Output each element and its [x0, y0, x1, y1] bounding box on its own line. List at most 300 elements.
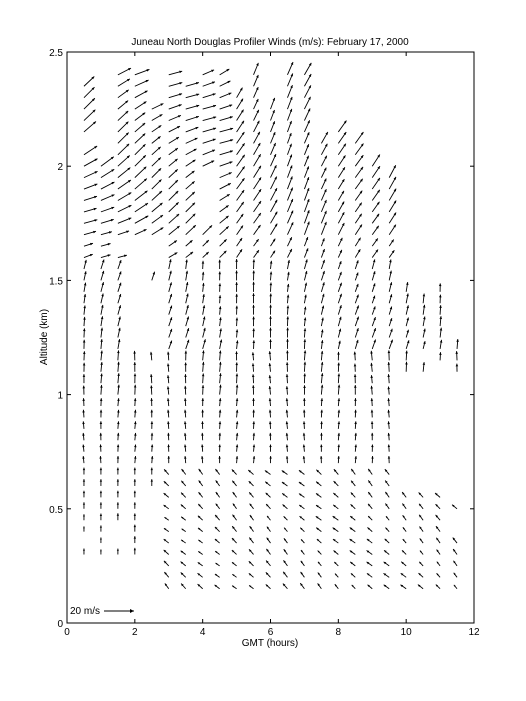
wind-vector: [169, 214, 179, 223]
wind-vector: [117, 549, 119, 555]
wind-vector: [338, 341, 341, 349]
wind-vector: [321, 168, 326, 178]
wind-vector: [254, 99, 259, 109]
wind-vector: [83, 374, 86, 383]
wind-vector: [237, 226, 243, 235]
wind-vector: [304, 85, 310, 97]
wind-vector: [100, 339, 103, 349]
wind-vector: [101, 305, 104, 315]
wind-vector: [83, 548, 85, 554]
x-tick-label: 12: [468, 627, 480, 638]
wind-vector: [135, 69, 150, 75]
wind-vector: [367, 527, 372, 531]
wind-vector: [389, 213, 396, 224]
wind-vector: [134, 456, 136, 463]
wind-vector: [186, 105, 199, 109]
wind-vector: [335, 574, 338, 578]
wind-vector: [83, 479, 85, 486]
wind-vector: [388, 444, 391, 451]
wind-vector: [135, 216, 148, 223]
wind-vector: [304, 188, 309, 200]
wind-vector: [236, 444, 239, 451]
wind-vector: [316, 516, 322, 520]
wind-vector: [198, 504, 202, 509]
wind-vector: [134, 444, 137, 451]
wind-vector: [248, 470, 253, 475]
wind-vector: [372, 271, 375, 280]
wind-vector: [164, 528, 169, 531]
wind-vector: [203, 128, 216, 132]
wind-vector: [383, 573, 389, 577]
wind-vector: [252, 421, 255, 429]
wind-vector: [118, 305, 121, 314]
wind-vector: [354, 433, 357, 440]
wind-vector: [236, 421, 239, 429]
wind-vector: [269, 316, 272, 326]
wind-vector: [186, 328, 189, 337]
wind-vector: [84, 196, 97, 201]
wind-vector: [203, 105, 216, 109]
wind-vector: [84, 243, 93, 246]
wind-vector: [354, 385, 357, 395]
wind-vector: [117, 491, 119, 498]
wind-vector: [402, 503, 406, 508]
wind-vector: [254, 225, 261, 235]
wind-vector: [152, 272, 155, 281]
wind-vector: [185, 351, 188, 361]
wind-vector: [367, 539, 372, 543]
wind-vector: [333, 539, 338, 543]
wind-vector: [84, 87, 95, 97]
wind-vector: [118, 79, 130, 86]
wind-vector: [384, 550, 389, 554]
wind-vector: [220, 226, 229, 234]
wind-vector: [150, 374, 153, 383]
wind-vector: [101, 294, 104, 304]
wind-vector: [321, 282, 324, 292]
wind-vector: [181, 505, 186, 509]
wind-vector: [300, 583, 304, 589]
wind-vector: [135, 80, 149, 86]
chart-title: Juneau North Douglas Profiler Winds (m/s): February 17, 2000: [131, 37, 409, 48]
wind-vector: [254, 154, 261, 166]
wind-vector: [286, 350, 289, 360]
wind-vector: [164, 505, 169, 509]
wind-vector: [286, 433, 289, 440]
wind-vector: [182, 469, 186, 475]
wind-vector: [134, 502, 136, 509]
wind-vector: [249, 549, 254, 554]
wind-vector: [117, 513, 119, 520]
wind-vector: [236, 318, 239, 326]
wind-vector: [286, 316, 289, 326]
wind-vector: [236, 456, 238, 463]
wind-vector: [368, 504, 372, 509]
wind-vector: [304, 248, 308, 257]
wind-vector: [249, 492, 253, 497]
wind-vector: [233, 492, 237, 497]
wind-vector: [164, 561, 169, 566]
wind-vector: [304, 177, 309, 189]
wind-vector: [99, 433, 102, 440]
wind-vector: [134, 491, 136, 498]
wind-vector: [333, 516, 339, 520]
wind-vector: [389, 282, 392, 292]
wind-vector: [219, 421, 222, 429]
wind-vector: [321, 351, 324, 360]
wind-vector: [118, 122, 129, 132]
wind-vector: [304, 259, 307, 269]
wind-vector: [220, 93, 232, 98]
wind-vector: [304, 237, 308, 246]
wind-vector: [437, 573, 441, 577]
wind-vector: [354, 410, 357, 418]
wind-vector: [237, 110, 244, 121]
wind-vector: [101, 328, 104, 338]
wind-vector: [321, 189, 326, 200]
wind-vector: [101, 254, 111, 257]
wind-vector: [320, 456, 322, 463]
wind-vector: [439, 305, 442, 314]
wind-vector: [321, 306, 324, 315]
wind-vector: [202, 283, 205, 292]
wind-vector: [186, 116, 199, 121]
wind-vector: [436, 538, 440, 543]
wind-vector: [254, 189, 262, 200]
wind-vector: [269, 351, 272, 360]
wind-vector: [372, 306, 375, 314]
wind-vector: [167, 386, 170, 394]
wind-vector: [252, 410, 255, 418]
wind-vector: [299, 505, 304, 509]
wind-vector: [389, 239, 394, 246]
wind-vector: [250, 515, 254, 520]
wind-vector: [287, 165, 292, 177]
wind-vector: [389, 189, 396, 201]
wind-vector: [406, 293, 409, 303]
wind-vector: [269, 339, 272, 349]
wind-vector: [118, 133, 129, 144]
wind-vector: [271, 224, 278, 235]
wind-vector: [215, 551, 219, 554]
wind-vector: [453, 561, 457, 566]
wind-vector: [186, 149, 197, 155]
wind-vector: [372, 166, 380, 177]
wind-vector: [338, 238, 342, 246]
wind-vector: [253, 456, 255, 463]
wind-vector: [254, 250, 259, 257]
wind-vector: [237, 121, 244, 132]
wind-vector: [283, 572, 287, 578]
wind-vector: [286, 444, 289, 451]
wind-vector: [351, 492, 355, 497]
wind-vector: [370, 351, 373, 361]
wind-vector: [134, 468, 136, 475]
wind-vector: [350, 539, 356, 543]
wind-vector: [338, 272, 341, 281]
wind-vector: [254, 239, 259, 246]
wind-vector: [321, 373, 324, 383]
wind-vector: [219, 433, 222, 440]
wind-vector: [271, 121, 275, 132]
wind-vector: [249, 481, 254, 486]
wind-vector: [338, 212, 344, 223]
wind-vector: [304, 318, 307, 327]
wind-vector: [218, 260, 221, 269]
wind-vector: [83, 351, 86, 360]
wind-vector: [118, 180, 131, 189]
wind-vector: [118, 283, 121, 292]
wind-vector: [83, 340, 86, 349]
wind-vector: [249, 538, 253, 544]
wind-vector: [186, 94, 199, 98]
wind-vector: [406, 330, 409, 338]
wind-vector: [252, 305, 255, 315]
wind-vector: [99, 444, 102, 451]
wind-vector: [304, 295, 307, 304]
wind-vector: [402, 492, 406, 497]
wind-vector: [83, 491, 85, 498]
wind-vector: [101, 182, 115, 189]
wind-vector: [169, 317, 172, 326]
wind-vector: [384, 562, 390, 566]
wind-vector: [304, 120, 309, 132]
wind-vector: [318, 583, 322, 588]
wind-vector: [152, 168, 161, 177]
wind-vector: [100, 362, 103, 372]
wind-vector: [117, 385, 120, 395]
wind-vector: [301, 572, 305, 577]
wind-vector: [368, 480, 372, 486]
wind-vector: [338, 329, 341, 338]
wind-vector: [237, 190, 245, 200]
wind-vector: [370, 386, 373, 395]
wind-vector: [152, 179, 162, 189]
wind-vector: [135, 113, 145, 121]
wind-vector: [321, 385, 324, 395]
wind-vector: [216, 492, 220, 497]
wind-vector: [436, 515, 441, 520]
wind-vector: [169, 159, 178, 166]
wind-vector: [301, 561, 305, 566]
wind-vector: [186, 181, 195, 189]
wind-vector: [338, 294, 342, 303]
wind-vector: [198, 540, 202, 543]
wind-vector: [316, 482, 321, 486]
wind-vector: [220, 161, 233, 166]
wind-vector: [83, 502, 85, 509]
wind-vector: [284, 528, 287, 532]
wind-vector: [388, 433, 391, 440]
wind-vector: [321, 238, 324, 246]
wind-vector: [436, 504, 441, 509]
wind-vector: [150, 352, 153, 360]
wind-vector: [287, 211, 293, 224]
wind-vector: [454, 585, 457, 589]
wind-vector: [82, 410, 85, 418]
wind-vector: [419, 504, 423, 509]
wind-vector: [233, 503, 237, 508]
wind-vector: [219, 385, 222, 395]
wind-vector: [254, 110, 259, 121]
scale-arrow: [104, 609, 134, 613]
wind-vector: [152, 104, 164, 110]
wind-vector: [169, 240, 177, 246]
wind-vector: [304, 222, 309, 235]
wind-vector: [437, 562, 440, 566]
wind-vector: [151, 421, 154, 429]
wind-vector: [84, 283, 87, 292]
wind-vector: [218, 272, 221, 281]
wind-vector: [303, 339, 306, 349]
wind-vector: [304, 350, 307, 360]
wind-vector: [118, 193, 131, 201]
y-tick-label: 1.5: [49, 276, 63, 288]
wind-vector: [454, 573, 457, 578]
wind-vector: [321, 330, 324, 338]
wind-vector: [338, 433, 341, 440]
wind-vector: [220, 81, 231, 86]
wind-vector: [101, 231, 112, 235]
wind-vector: [151, 479, 153, 486]
wind-vector: [164, 539, 169, 543]
wind-vector: [219, 317, 222, 326]
wind-vector: [334, 550, 339, 554]
wind-vector: [286, 421, 289, 429]
wind-vector: [286, 410, 289, 418]
wind-vector: [338, 410, 341, 418]
wind-vector: [220, 340, 223, 349]
wind-vector: [287, 249, 291, 258]
wind-vector: [82, 421, 85, 429]
wind-vector: [235, 282, 238, 292]
wind-vector: [400, 585, 406, 589]
wind-vector: [201, 421, 204, 429]
wind-vector: [304, 199, 309, 212]
x-tick-label: 0: [64, 627, 70, 638]
wind-vector: [186, 271, 189, 281]
wind-vector: [164, 493, 169, 497]
wind-vector: [284, 516, 288, 520]
wind-vector: [351, 481, 355, 486]
wind-vector: [254, 63, 259, 75]
wind-vector: [165, 583, 169, 588]
wind-vector: [304, 307, 307, 315]
wind-vector: [437, 550, 440, 555]
wind-vector: [134, 385, 137, 395]
wind-vector: [254, 201, 262, 212]
wind-vector: [304, 328, 307, 337]
wind-vector: [99, 456, 101, 463]
wind-vector: [186, 282, 189, 292]
wind-vector: [203, 317, 206, 327]
wind-vector: [271, 200, 278, 212]
wind-vector: [368, 469, 372, 475]
wind-vector: [389, 340, 393, 349]
wind-vector: [100, 468, 102, 475]
wind-vector: [215, 563, 219, 566]
wind-vector: [232, 574, 236, 577]
wind-vector: [134, 548, 136, 555]
wind-vector: [337, 352, 340, 360]
wind-vector: [84, 171, 98, 177]
wind-vector: [301, 539, 304, 543]
wind-vector: [439, 352, 442, 360]
wind-vector: [203, 93, 216, 97]
x-tick-label: 8: [335, 627, 342, 638]
wind-vector: [83, 305, 86, 314]
wind-vector: [135, 229, 147, 234]
wind-vector: [354, 374, 357, 383]
wind-vector: [167, 456, 169, 463]
wind-vector: [134, 398, 137, 406]
wind-vector: [355, 132, 363, 143]
wind-vector: [186, 340, 190, 349]
wind-vector: [389, 165, 396, 177]
wind-vector: [389, 250, 394, 257]
wind-vector: [118, 90, 129, 98]
wind-vector: [270, 261, 273, 269]
wind-vector: [84, 231, 96, 235]
wind-vector: [201, 433, 204, 440]
wind-vector: [100, 514, 102, 521]
wind-vector: [287, 97, 292, 109]
wind-vector: [436, 526, 440, 532]
wind-vector: [317, 539, 321, 543]
wind-vector: [405, 362, 408, 372]
wind-vector: [186, 214, 196, 224]
wind-vector: [372, 328, 376, 337]
wind-vector: [419, 515, 423, 520]
wind-vector: [134, 479, 136, 486]
wind-vector: [287, 85, 292, 98]
wind-vector: [203, 225, 212, 234]
wind-vector: [368, 492, 372, 497]
wind-vector: [269, 294, 272, 304]
wind-vector: [169, 180, 178, 189]
wind-vector: [419, 573, 424, 577]
wind-vector: [181, 517, 186, 520]
wind-vector: [266, 504, 270, 509]
wind-vector: [117, 350, 120, 360]
wind-vector: [419, 562, 423, 566]
wind-vector: [186, 192, 195, 201]
wind-vector: [269, 433, 272, 440]
wind-vector: [452, 505, 457, 509]
wind-vector: [252, 340, 255, 349]
scale-reference: [70, 606, 134, 617]
wind-vector: [372, 238, 378, 246]
wind-vector: [199, 492, 203, 497]
wind-vector: [402, 550, 406, 554]
wind-vector: [84, 98, 95, 109]
wind-vector: [301, 550, 304, 554]
wind-vector: [250, 526, 254, 532]
wind-vector: [101, 169, 114, 177]
wind-vector: [316, 528, 321, 532]
wind-vector: [300, 516, 305, 520]
wind-vector: [287, 109, 292, 121]
wind-vector: [318, 562, 321, 566]
wind-vector: [303, 421, 306, 429]
wind-vector: [169, 271, 172, 281]
wind-vector: [271, 110, 275, 121]
wind-vector: [203, 70, 214, 75]
wind-vector: [186, 171, 195, 178]
wind-vector: [354, 421, 357, 429]
wind-vector: [118, 328, 121, 338]
wind-vector: [355, 317, 359, 326]
